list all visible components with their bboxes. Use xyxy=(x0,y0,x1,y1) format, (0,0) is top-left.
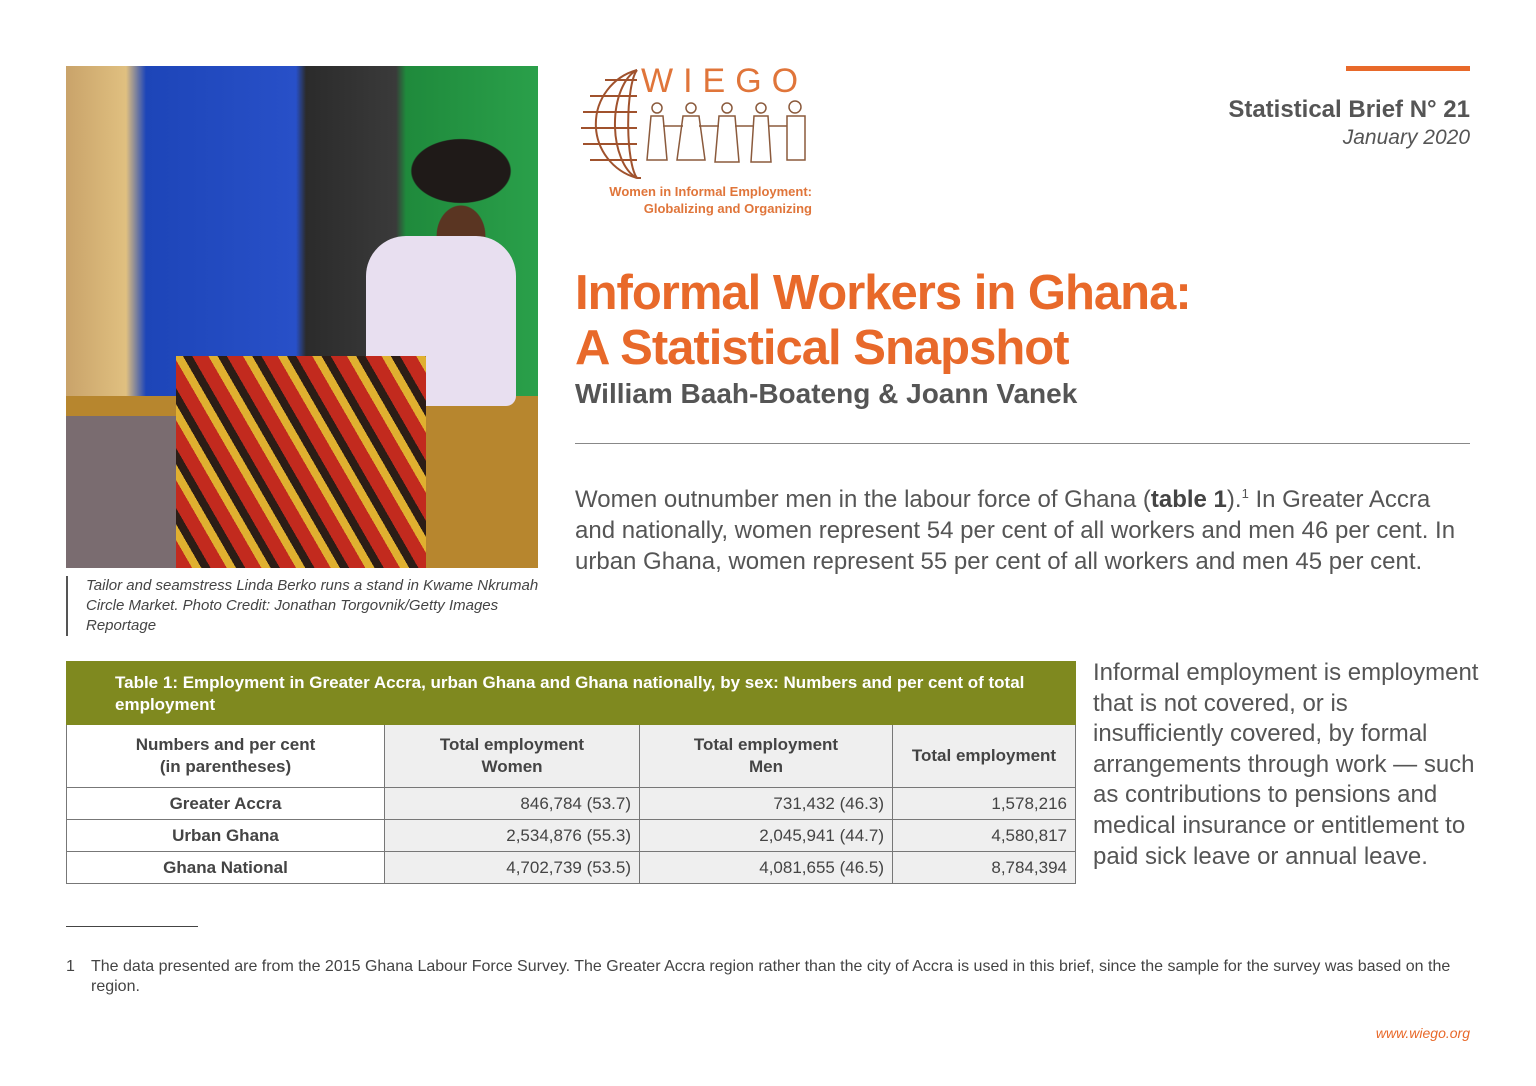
row-label: Ghana National xyxy=(67,852,385,884)
women-figures-icon xyxy=(639,100,814,175)
logo-wordmark: WIEGO xyxy=(641,62,809,100)
photo-seat xyxy=(66,416,186,568)
footnote-number: 1 xyxy=(66,958,75,975)
table-header-row xyxy=(67,725,1076,788)
brief-date: January 2020 xyxy=(1342,126,1470,149)
divider xyxy=(575,443,1470,444)
footnote xyxy=(66,957,1476,997)
table-row xyxy=(67,820,1076,852)
logo-subtitle-line1: Women in Informal Employment: xyxy=(609,184,812,199)
brief-number: Statistical Brief N° 21 xyxy=(1228,96,1470,123)
table-row xyxy=(67,788,1076,820)
authors: William Baah-Boateng & Joann Vanek xyxy=(575,378,1078,409)
footnote-text: The data presented are from the 2015 Ghana Labour Force Survey. The Greater Accra region rather than the city of Accra is used in this brief, since the sample for the survey was based on the region. xyxy=(91,958,1451,995)
table-row xyxy=(67,852,1076,884)
cover-photo xyxy=(66,66,538,568)
footnote-divider xyxy=(66,926,198,927)
definition-callout: Informal employment is employment that is not covered, or is insufficiently covered, by formal arrangements through work — such as contributions to pensions and medical insurance or entitlement to paid sick leave or annual leave. xyxy=(1093,659,1479,870)
cell: 8,784,394 xyxy=(893,852,1076,884)
row-label: Greater Accra xyxy=(67,788,385,820)
column-header: Total employment Men xyxy=(640,725,893,788)
column-header: Numbers and per cent (in parentheses) xyxy=(67,725,385,788)
website-link[interactable]: www.wiego.org xyxy=(1375,1025,1470,1041)
wiego-logo xyxy=(575,62,815,216)
title-line1: Informal Workers in Ghana: xyxy=(575,266,1191,320)
row-label: Urban Ghana xyxy=(67,820,385,852)
table-reference: table 1 xyxy=(1150,486,1227,513)
accent-bar xyxy=(1346,66,1470,71)
table-caption: Table 1: Employment in Greater Accra, urban Ghana and Ghana nationally, by sex: Numbers and per cent of total employment xyxy=(67,662,1076,725)
cell: 1,578,216 xyxy=(893,788,1076,820)
cell: 4,702,739 (53.5) xyxy=(385,852,640,884)
intro-text: In Greater Accra and nationally, women represent 54 per cent of all workers and men 46 per cent. In urban Ghana, women represent 55 per cent of all workers and men 45 per cent. xyxy=(575,486,1456,575)
column-header: Total employment xyxy=(893,725,1076,788)
cell: 846,784 (53.7) xyxy=(385,788,640,820)
cell: 4,580,817 xyxy=(893,820,1076,852)
intro-text: ). xyxy=(1226,486,1242,513)
cell: 4,081,655 (46.5) xyxy=(640,852,893,884)
column-header: Total employment Women xyxy=(385,725,640,788)
logo-subtitle-line2: Globalizing and Organizing xyxy=(643,201,812,216)
footnote-ref: 1 xyxy=(1241,486,1249,501)
cell: 2,045,941 (44.7) xyxy=(640,820,893,852)
globe-icon xyxy=(575,68,641,180)
cell: 731,432 (46.3) xyxy=(640,788,893,820)
page-title xyxy=(575,266,1191,376)
photo-fabric xyxy=(176,356,426,568)
logo-subtitle xyxy=(575,183,812,217)
title-line2: A Statistical Snapshot xyxy=(575,321,1069,375)
cell: 2,534,876 (55.3) xyxy=(385,820,640,852)
employment-table xyxy=(66,661,1076,884)
intro-paragraph xyxy=(575,478,1475,577)
intro-text: Women outnumber men in the labour force of Ghana ( xyxy=(575,486,1151,513)
photo-caption: Tailor and seamstress Linda Berko runs a stand in Kwame Nkrumah Circle Market. Photo Credit: Jonathan Torgovnik/Getty Images Reportage xyxy=(66,576,546,636)
